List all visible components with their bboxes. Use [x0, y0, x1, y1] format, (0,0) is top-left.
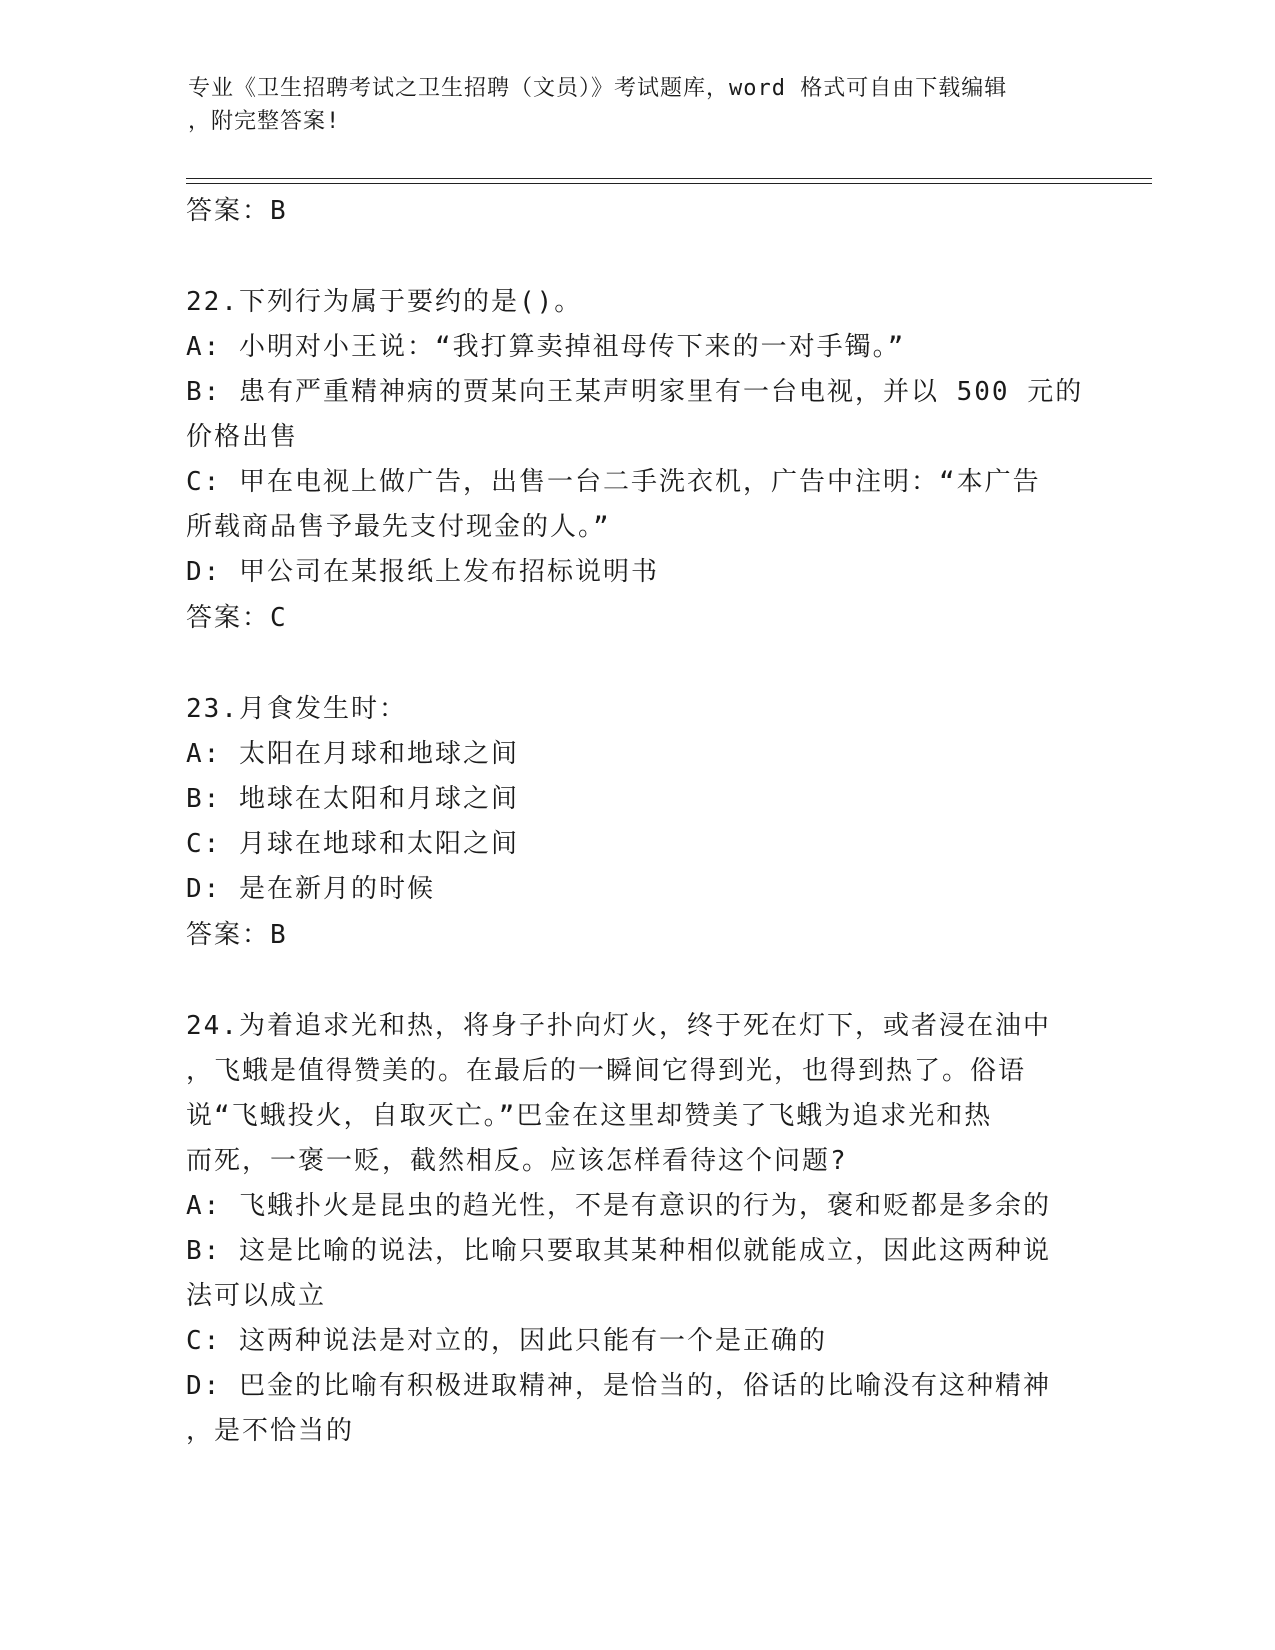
question-block [186, 687, 1086, 958]
question-block [186, 280, 1086, 641]
header-divider [186, 183, 1152, 184]
option-text: B: 患有严重精神病的贾某向王某声明家里有一台电视，并以 500 元的 [186, 377, 1084, 407]
question-text: 而死，一褒一贬，截然相反。应该怎样看待这个问题? [186, 1146, 848, 1176]
question-list [186, 188, 1086, 1454]
option-text: A: 小明对小王说：“我打算卖掉祖母传下来的一对手镯。” [186, 332, 906, 362]
option-text: 价格出售 [186, 422, 299, 452]
answer-line: 答案：B [186, 920, 288, 950]
answer-line: 答案：B [186, 196, 288, 226]
option-text: B: 地球在太阳和月球之间 [186, 784, 519, 814]
option-text: D: 巴金的比喻有积极进取精神，是恰当的，俗话的比喻没有这种精神 [186, 1371, 1051, 1401]
option-text: D: 甲公司在某报纸上发布招标说明书 [186, 557, 659, 587]
question-text: 说“飞蛾投火，自取灭亡。”巴金在这里却赞美了飞蛾为追求光和热 [186, 1101, 993, 1131]
option-text: C: 这两种说法是对立的，因此只能有一个是正确的 [186, 1326, 827, 1356]
option-text: A: 太阳在月球和地球之间 [186, 739, 519, 769]
page-header [188, 72, 1068, 138]
option-text: D: 是在新月的时候 [186, 874, 435, 904]
header-line: ，附完整答案! [188, 109, 341, 134]
option-text: 所载商品售予最先支付现金的人。” [186, 512, 611, 542]
option-text: B: 这是比喻的说法，比喻只要取其某种相似就能成立，因此这两种说 [186, 1236, 1051, 1266]
option-text: 法可以成立 [186, 1281, 327, 1311]
question-text: 24.为着追求光和热，将身子扑向灯火，终于死在灯下，或者浸在油中 [186, 1011, 1051, 1041]
header-divider [186, 178, 1152, 179]
question-text: ，飞蛾是值得赞美的。在最后的一瞬间它得到光，也得到热了。俗语 [186, 1056, 1027, 1086]
question-text: 23.月食发生时： [186, 694, 407, 724]
option-text: C: 甲在电视上做广告，出售一台二手洗衣机，广告中注明：“本广告 [186, 467, 1041, 497]
option-text: ，是不恰当的 [186, 1416, 355, 1446]
questions-container [186, 280, 1086, 1454]
option-text: A: 飞蛾扑火是昆虫的趋光性，不是有意识的行为，褒和贬都是多余的 [186, 1191, 1051, 1221]
answer-line: 答案：C [186, 603, 288, 633]
question-block [186, 1004, 1086, 1454]
header-line: 专业《卫生招聘考试之卫生招聘（文员）》考试题库，word 格式可自由下载编辑 [188, 76, 1008, 101]
option-text: C: 月球在地球和太阳之间 [186, 829, 519, 859]
question-text: 22.下列行为属于要约的是()。 [186, 287, 583, 317]
